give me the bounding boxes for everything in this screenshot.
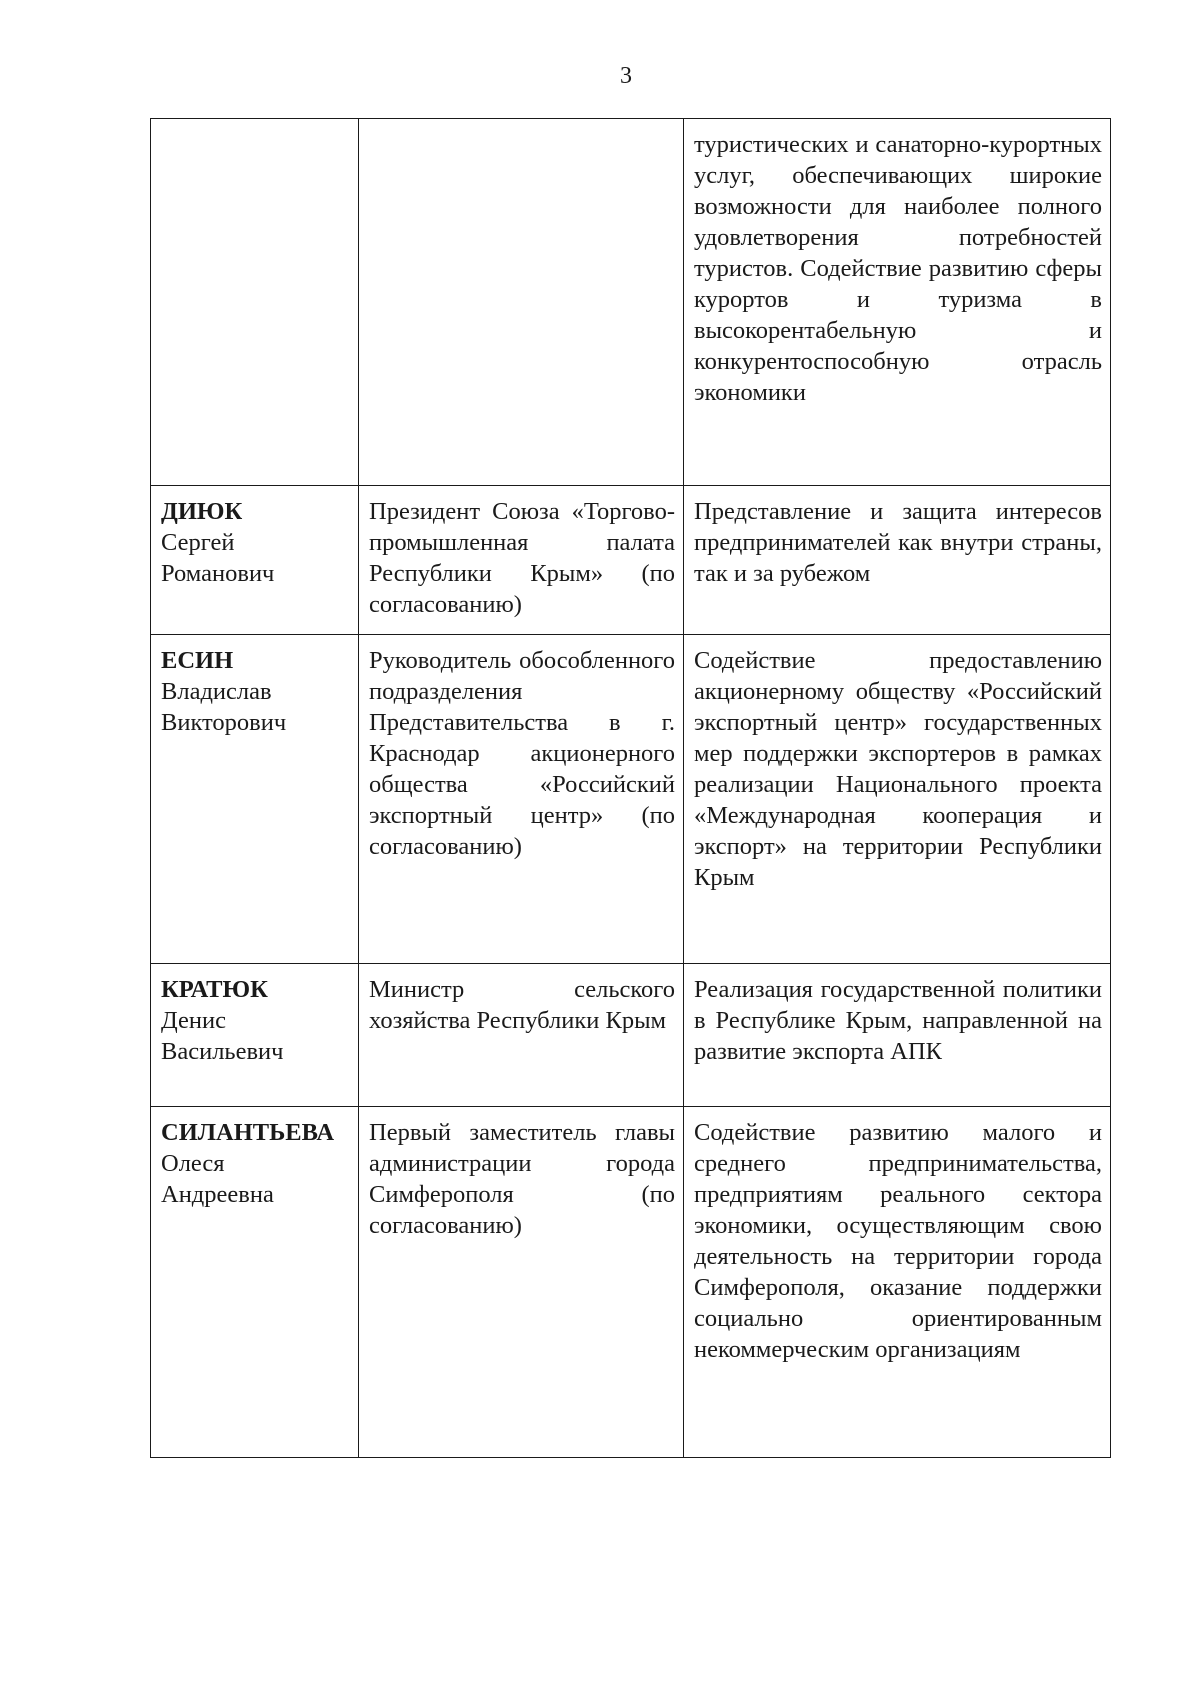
table-row (151, 635, 1111, 964)
member-surname: ЕСИН (161, 647, 234, 674)
member-first-name: Сергей (161, 529, 235, 556)
member-first-name: Олеся (161, 1150, 225, 1177)
member-position: Руководитель обособленного подразделения Представительства в г. Краснодар акционерного общества «Российский экспортный центр» (по согласованию) (359, 635, 684, 964)
member-patronymic: Васильевич (161, 1038, 284, 1065)
member-responsibility: Содействие предоставлению акционерному обществу «Российский экспортный центр» государственных мер поддержки экспортеров в рамках реализации Национального проекта «Международная кооперация и экспорт» на территории Республики Крым (684, 635, 1111, 964)
member-surname: СИЛАНТЬЕВА (161, 1119, 335, 1146)
member-position: Президент Союза «Торгово-промышленная палата Республики Крым» (по согласованию) (359, 486, 684, 635)
table-row (151, 1107, 1111, 1458)
member-surname: ДИЮК (161, 498, 243, 525)
member-surname: КРАТЮК (161, 976, 268, 1003)
page-number: 3 (620, 63, 632, 89)
table-row (151, 964, 1111, 1107)
member-patronymic: Романович (161, 560, 275, 587)
table-row (151, 119, 1111, 486)
member-first-name: Владислав (161, 678, 272, 705)
members-table (150, 118, 1111, 1458)
member-name-cell (151, 1107, 359, 1458)
member-name-cell (151, 635, 359, 964)
member-patronymic: Андреевна (161, 1181, 274, 1208)
table-row (151, 486, 1111, 635)
member-responsibility: Представление и защита интересов предпринимателей как внутри страны, так и за рубежом (684, 486, 1111, 635)
member-position: Министр сельского хозяйства Республики Крым (359, 964, 684, 1107)
member-position (359, 119, 684, 486)
member-responsibility: Содействие развитию малого и среднего предпринимательства, предприятиям реального сектора экономики, осуществляющим свою деятельность на территории города Симферополя, оказание поддержки социально ориентированным некоммерческим организациям (684, 1107, 1111, 1458)
member-position: Первый заместитель главы администрации города Симферополя (по согласованию) (359, 1107, 684, 1458)
member-name-cell (151, 486, 359, 635)
member-first-name: Денис (161, 1007, 226, 1034)
member-responsibility: Реализация государственной политики в Республике Крым, направленной на развитие экспорта АПК (684, 964, 1111, 1107)
member-patronymic: Викторович (161, 709, 287, 736)
member-name-cell (151, 964, 359, 1107)
member-name-cell (151, 119, 359, 486)
member-responsibility: туристических и санаторно-курортных услуг, обеспечивающих широкие возможности для наиболее полного удовлетворения потребностей туристов. Содействие развитию сферы курортов и туризма в высокорентабельную и конкурентоспособную отрасль экономики (684, 119, 1111, 486)
